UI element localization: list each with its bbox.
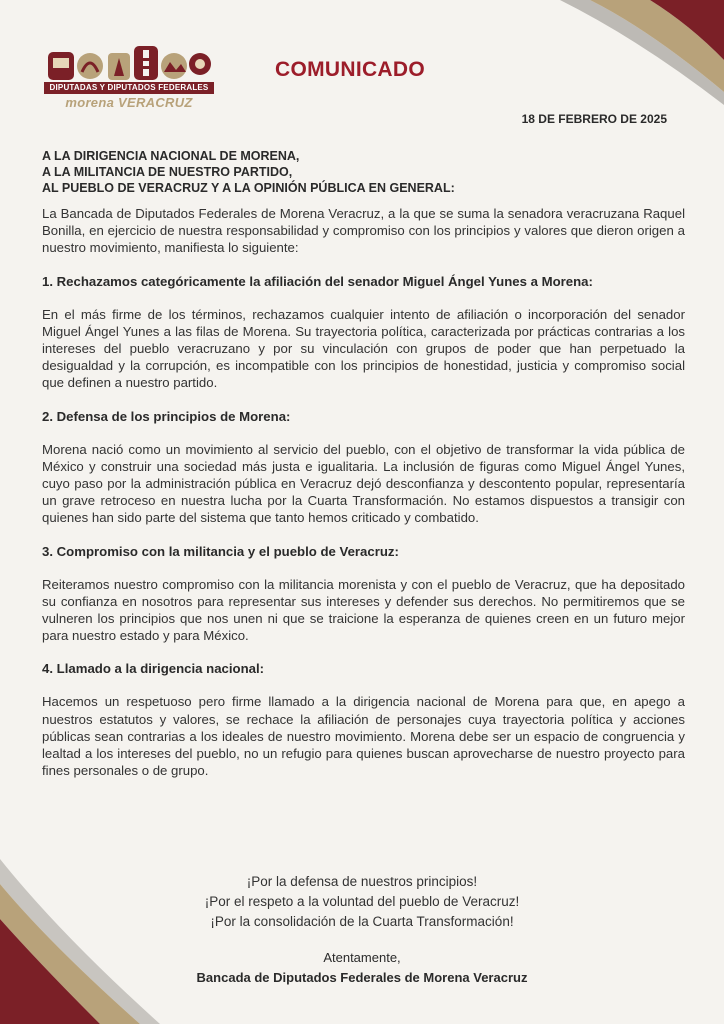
section-heading: 2. Defensa de los principios de Morena: (42, 408, 291, 424)
page-title: COMUNICADO (275, 58, 425, 81)
section-paragraph: Hacemos un respetuoso pero firme llamado a la dirigencia nacional de Morena para que, en apego a nuestros estatutos y valores, se rechace la afiliación de personajes cuya trayectoria política y acciones públicas sean contrarias a los ideales de nuestro movimiento. Morena debe ser un espacio de congruencia y lealtad a los intereses del pueblo, no un refugio para quienes buscan aprovecharse de nuestro proyecto para fines personales o de grupo. (42, 694, 685, 779)
section-paragraph: En el más firme de los términos, rechazamos cualquier intento de afiliación o incorporación del senador Miguel Ángel Yunes a las filas de Morena. Su trayectoria política, caracterizada por prácticas contrarias a los intereses del pueblo veracruzano y por su vinculación con grupos de poder que han perpetuado la desigualdad y la corrupción, es incompatible con los principios de honestidad, justicia y compromiso social que definen a nuestro partido. (42, 306, 685, 391)
slogan-line: ¡Por la defensa de nuestros principios! (246, 874, 478, 889)
document-date: 18 DE FEBRERO DE 2025 (521, 112, 667, 126)
logo-wordmark: morena VERACRUZ (65, 95, 193, 110)
section-heading: 4. Llamado a la dirigencia nacional: (42, 661, 265, 677)
section-heading: 3. Compromiso con la militancia y el pueblo de Veracruz: (42, 543, 399, 559)
signature-organization: Bancada de Diputados Federales de Morena Veracruz (196, 970, 528, 985)
signature-block (0, 948, 724, 988)
addressee-block (42, 148, 602, 196)
morena-veracruz-logo (44, 44, 214, 114)
section-paragraph: Morena nació como un movimiento al servicio del pueblo, con el objetivo de transformar la vida pública de México y construir una sociedad más justa e igualitaria. La inclusión de figuras como Miguel Ángel Yunes, cuyo paso por la administración pública en Veracruz dejó desconfianza y descontento popular, representaría un grave retroceso en nuestra lucha por la Cuarta Transformación. No estamos dispuestos a transigir con quienes han sido parte del sistema que tanto hemos criticado y combatido. (42, 441, 685, 526)
addressee-line: A LA DIRIGENCIA NACIONAL DE MORENA, (42, 149, 300, 163)
logo-emblems-icon (46, 44, 212, 82)
slogan-line: ¡Por la consolidación de la Cuarta Transformación! (210, 914, 514, 929)
section-heading: 1. Rechazamos categóricamente la afiliación del senador Miguel Ángel Yunes a Morena: (42, 273, 593, 289)
slogan-line: ¡Por el respeto a la voluntad del pueblo de Veracruz! (204, 894, 520, 909)
addressee-line: A LA MILITANCIA DE NUESTRO PARTIDO, (42, 165, 293, 179)
addressee-line: AL PUEBLO DE VERACRUZ Y A LA OPINIÓN PÚBLICA EN GENERAL: (42, 181, 455, 195)
closing-slogans (0, 872, 724, 932)
section-paragraph: Reiteramos nuestro compromiso con la militancia morenista y con el pueblo de Veracruz, que ha depositado su confianza en nosotros para representar sus intereses y defender sus derechos. No permitiremos que se vulneren los principios que nos unen ni que se traicione la esperanza de quienes creen en un futuro mejor para nuestro estado y para México. (42, 576, 685, 644)
intro-paragraph: La Bancada de Diputados Federales de Morena Veracruz, a la que se suma la senadora veracruzana Raquel Bonilla, en ejercicio de nuestra responsabilidad y compromiso con los principios y valores que dieron origen a nuestro movimiento, manifiesta lo siguiente: (42, 206, 685, 256)
logo-subtitle: DIPUTADAS Y DIPUTADOS FEDERALES (44, 82, 214, 94)
salutation: Atentamente, (323, 950, 401, 965)
document-body (42, 205, 685, 796)
